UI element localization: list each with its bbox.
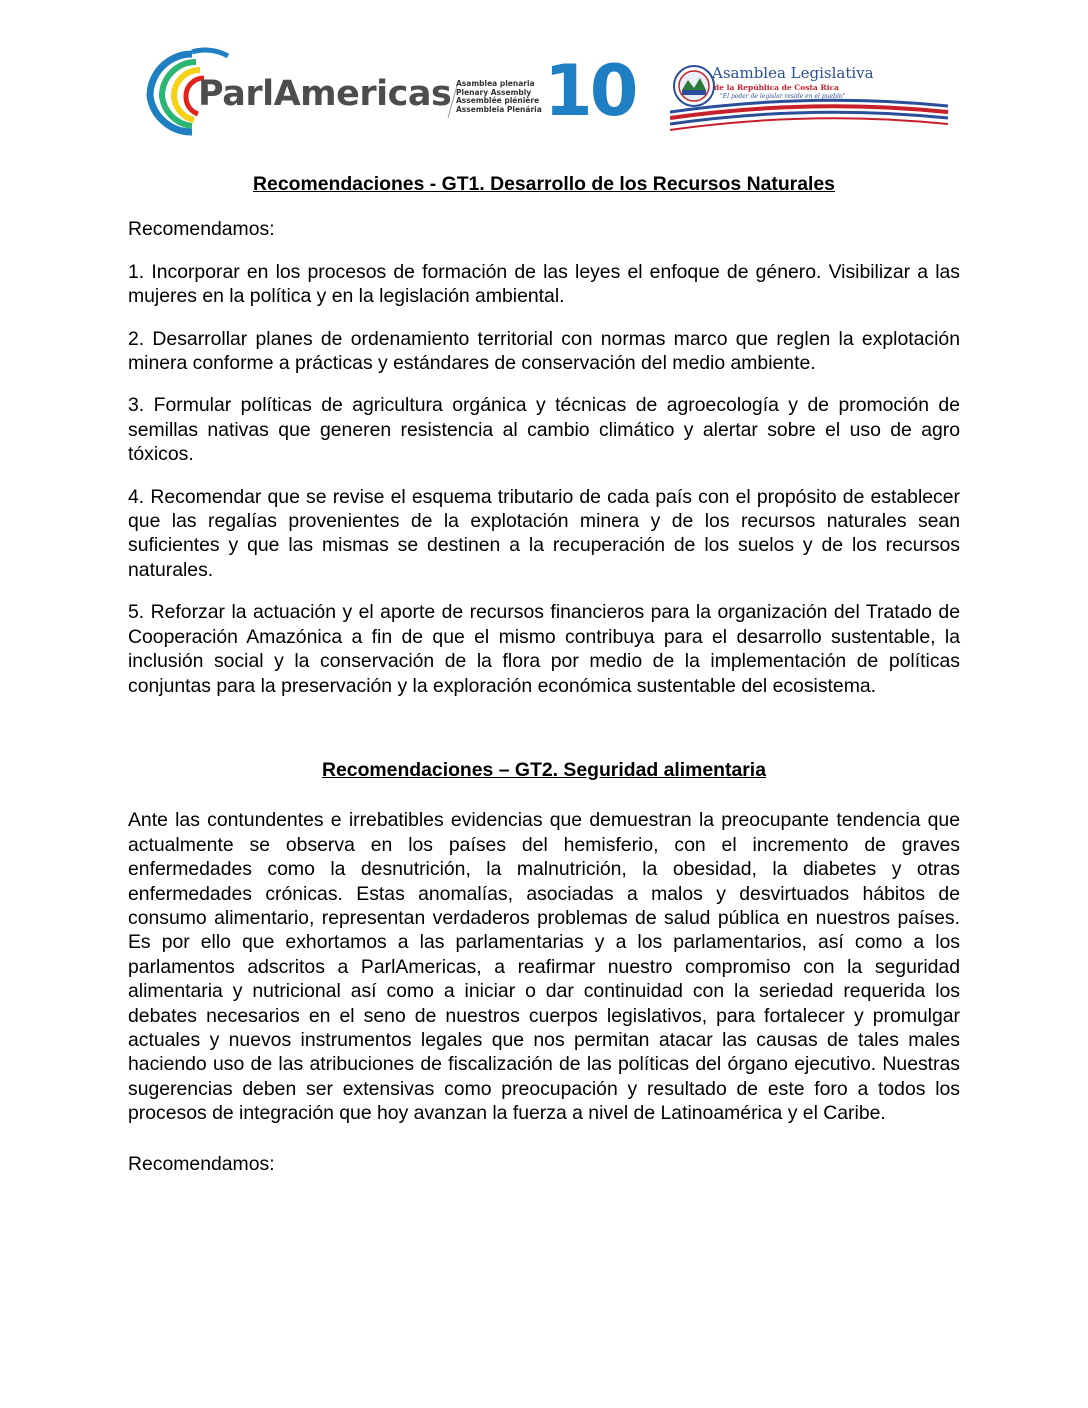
parlamericas-wordmark: ParlAmericas (198, 74, 452, 114)
assembly-line-pt: Assembleia Plenária (456, 104, 542, 114)
section1-item-2: 2. Desarrollar planes de ordenamiento territorial con normas marco que reglen la explotación minera conforme a prácticas y estándares de conservación del medio ambiente. (128, 327, 960, 375)
section1-item-3: 3. Formular políticas de agricultura orgánica y técnicas de agroecología y de promoción de semillas nativas que generen resistencia al cambio climático y alertar sobre el uso de agro tóxicos. (128, 394, 960, 466)
section1-item-4: 4. Recomendar que se revise el esquema tributario de cada país con el propósito de establecer que las regalías provenientes de la explotación minera y de los recursos naturales sean suficientes y que las mismas se destinen a la recuperación de los suelos y de los recursos naturales. (128, 485, 960, 581)
section1-item-5: 5. Reforzar la actuación y el aporte de recursos financieros para la organización del Tratado de Cooperación Amazónica a fin de que el mismo contribuya para el desarrollo sustentable, la inclusión social y la conservación de la flora por medio de la implementación de políticas conjuntas para la preservación y la exploración económica sustentable del ecosistema. (128, 601, 960, 697)
edition-number: 10 (544, 50, 636, 132)
document-header (0, 0, 1088, 150)
document-body (128, 172, 960, 1176)
section2-heading: Recomendaciones – GT2. Seguridad alimentaria (322, 758, 766, 781)
assembly-line-fr: Assemblée plénière (456, 96, 540, 106)
host-assembly-motto: "El poder de legislar reside en el pueblo" (720, 93, 846, 100)
section1-heading: Recomendaciones - GT1. Desarrollo de los Recursos Naturales (253, 173, 835, 195)
host-assembly-subtitle: de la República de Costa Rica (714, 83, 839, 92)
section2-closing: Recomendamos: (128, 1152, 275, 1175)
host-assembly-title: Asamblea Legislativa (712, 64, 874, 82)
section1-intro: Recomendamos: (128, 218, 275, 241)
section2-paragraph: Ante las contundentes e irrebatibles evidencias que demuestran la preocupante tendencia que actualmente se observa en los países del hemisferio, con el incremento de graves enfermedades como la desnutrición, la malnutrición, la obesidad, la diabetes y otras enfermedades crónicas. Estas anomalías, asociadas a malos y desvirtuados hábitos de consumo alimentario, representan verdaderos problemas de salud pública en nuestros países. Es por ello que exhortamos a las parlamentarias y a los parlamentarios, así como a los parlamentos adscritos a ParlAmericas, a reafirmar nuestro compromiso con la seguridad alimentaria y nutricional así como a iniciar o dar continuidad con la seriedad requerida los debates necesarios en el seno de nuestros cuerpos legislativos, para fortalecer y promulgar actuales y nuevos instrumentos legales que nos permitan atacar las causas de tales males haciendo uso de las atribuciones de fiscalización de las políticas del órgano ejecutivo. Nuestras sugerencias deben ser extensivas como preocupación y resultado de este foro a todos los procesos de integración que hoy avanzan la fuerza a nivel de Latinoamérica y el Caribe. (128, 809, 960, 1125)
assembly-line-en: Plenary Assembly (456, 87, 532, 97)
assembly-line-es: Asamblea plenaria (456, 79, 535, 88)
plenary-assembly-lines (456, 80, 542, 114)
section1-item-1: 1. Incorporar en los procesos de formación de las leyes el enfoque de género. Visibilizar a las mujeres en la política y en la legislación ambiental. (128, 260, 960, 308)
